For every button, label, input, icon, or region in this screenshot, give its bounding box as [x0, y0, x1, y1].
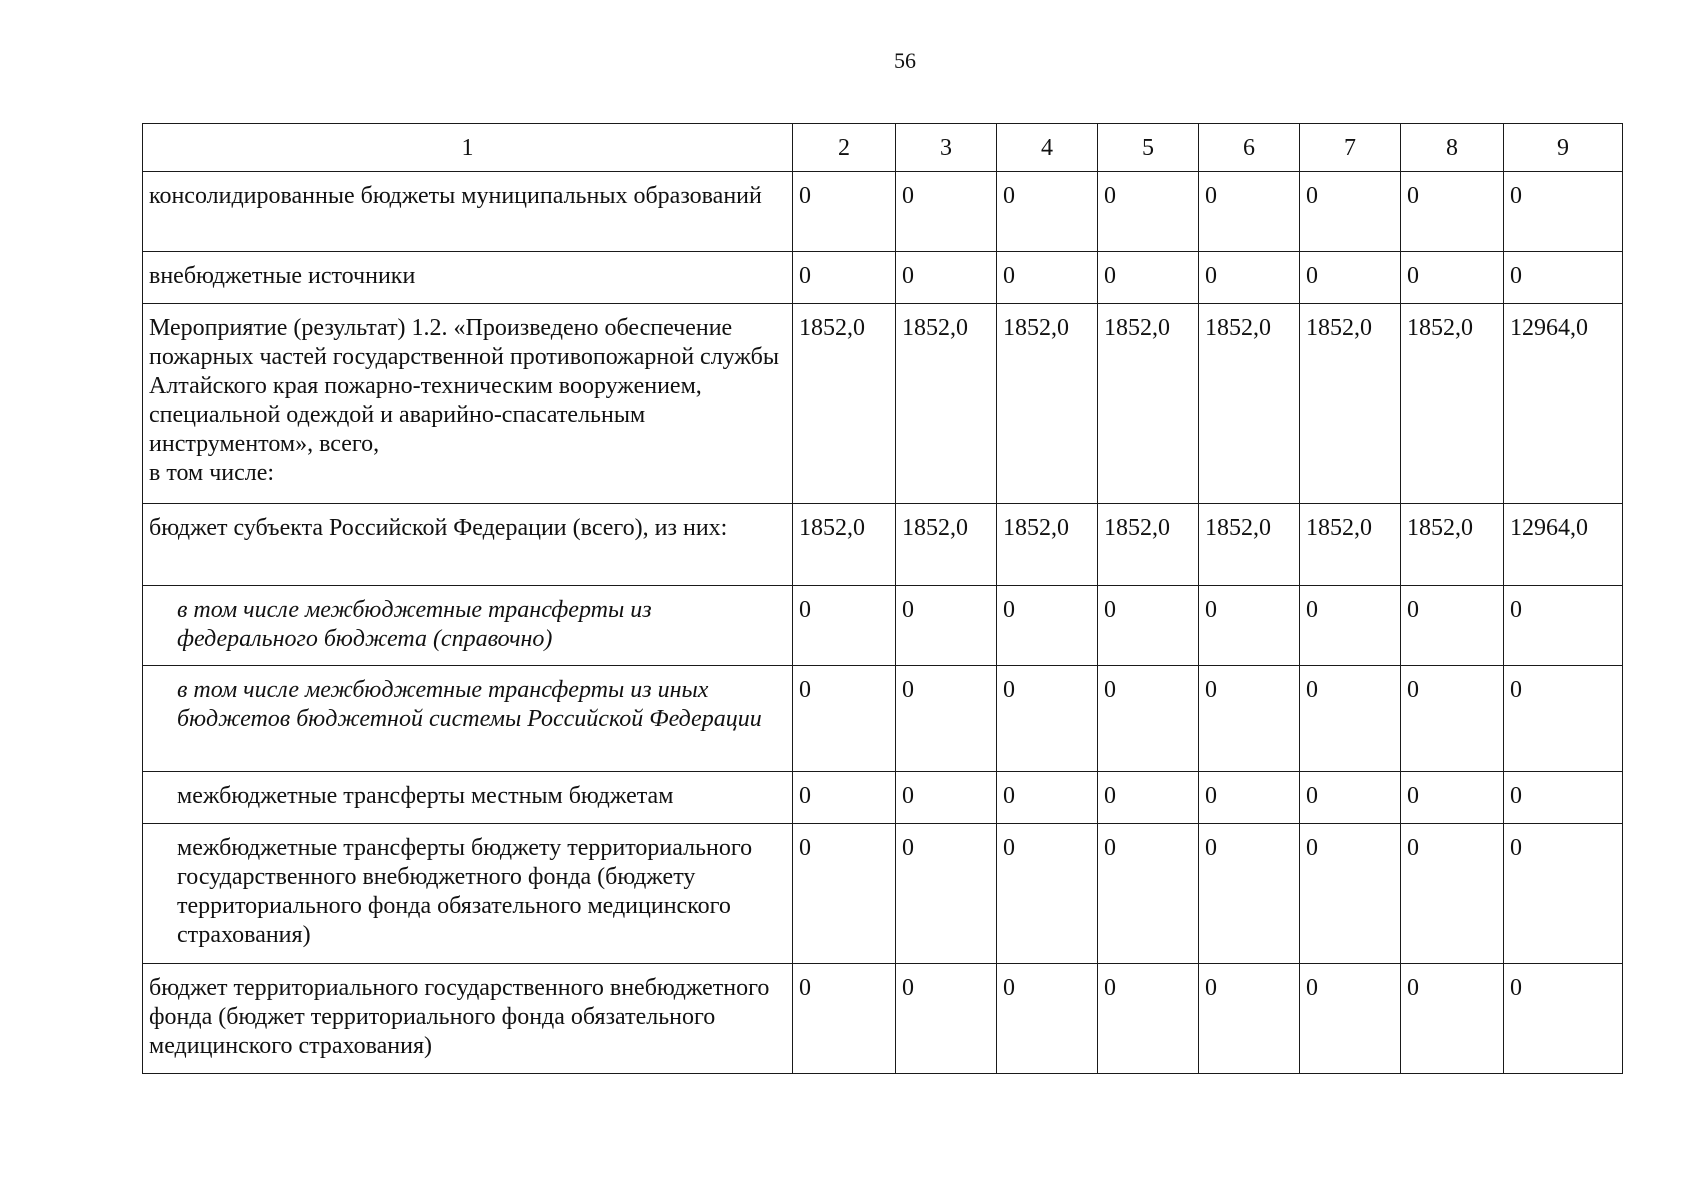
- cell-value: 0: [1504, 172, 1623, 252]
- row-label-text-continued: в том числе:: [149, 460, 275, 486]
- row-label: консолидированные бюджеты муниципальных образований: [143, 172, 793, 252]
- cell-value: 0: [1300, 666, 1401, 772]
- budget-table: [142, 123, 1623, 1074]
- row-label: межбюджетные трансферты бюджету территориального государственного внебюджетного фонда (бюджету территориального фонда обязательного медицинского страхования): [143, 824, 793, 964]
- row-label-text: Мероприятие (результат) 1.2. «Произведено обеспечение пожарных частей государственной противопожарной службы Алтайского края пожарно-техническим вооружением, специальной одеждой и аварийно-спасательным инструментом», всего,: [149, 315, 779, 457]
- cell-value: 0: [793, 772, 896, 824]
- column-header: 3: [896, 124, 997, 172]
- row-label: бюджет территориального государственного внебюджетного фонда (бюджет территориального фонда обязательного медицинского страхования): [143, 964, 793, 1074]
- column-header: 5: [1098, 124, 1199, 172]
- cell-value: 1852,0: [896, 304, 997, 504]
- cell-value: 0: [1401, 772, 1504, 824]
- cell-value: 0: [1401, 824, 1504, 964]
- cell-value: 0: [1199, 586, 1300, 666]
- column-header: 6: [1199, 124, 1300, 172]
- cell-value: 0: [997, 586, 1098, 666]
- row-label: в том числе межбюджетные трансферты из федерального бюджета (справочно): [143, 586, 793, 666]
- column-header: 8: [1401, 124, 1504, 172]
- cell-value: 1852,0: [1098, 304, 1199, 504]
- table-row: [143, 172, 1623, 252]
- cell-value: 0: [1098, 172, 1199, 252]
- cell-value: 0: [1098, 666, 1199, 772]
- cell-value: 0: [1401, 172, 1504, 252]
- cell-value: 0: [1504, 666, 1623, 772]
- cell-value: 0: [1098, 824, 1199, 964]
- row-label: бюджет субъекта Российской Федерации (всего), из них:: [143, 504, 793, 586]
- column-header: 2: [793, 124, 896, 172]
- cell-value: 0: [1300, 252, 1401, 304]
- column-header: 9: [1504, 124, 1623, 172]
- cell-value: 1852,0: [1300, 304, 1401, 504]
- cell-value: 0: [997, 964, 1098, 1074]
- cell-value: 0: [793, 964, 896, 1074]
- table-row: [143, 586, 1623, 666]
- column-header: 7: [1300, 124, 1401, 172]
- cell-value: 0: [1199, 172, 1300, 252]
- cell-value: 0: [1199, 666, 1300, 772]
- row-label: межбюджетные трансферты местным бюджетам: [143, 772, 793, 824]
- table-row: [143, 252, 1623, 304]
- cell-value: 12964,0: [1504, 504, 1623, 586]
- cell-value: 0: [997, 772, 1098, 824]
- cell-value: 0: [896, 666, 997, 772]
- row-label: внебюджетные источники: [143, 252, 793, 304]
- table-row: [143, 772, 1623, 824]
- cell-value: 0: [1199, 964, 1300, 1074]
- cell-value: 12964,0: [1504, 304, 1623, 504]
- cell-value: 0: [896, 252, 997, 304]
- cell-value: 0: [1199, 252, 1300, 304]
- cell-value: 0: [1401, 252, 1504, 304]
- cell-value: 0: [1199, 824, 1300, 964]
- table-row: [143, 304, 1623, 504]
- table-header-row: [143, 124, 1623, 172]
- cell-value: 1852,0: [1401, 504, 1504, 586]
- cell-value: 0: [997, 172, 1098, 252]
- cell-value: 0: [1300, 172, 1401, 252]
- cell-value: 0: [1300, 824, 1401, 964]
- cell-value: 0: [896, 824, 997, 964]
- cell-value: 0: [1098, 964, 1199, 1074]
- page-number: 56: [894, 48, 916, 73]
- cell-value: 1852,0: [1199, 304, 1300, 504]
- cell-value: 0: [793, 666, 896, 772]
- table-row: [143, 964, 1623, 1074]
- cell-value: 0: [896, 172, 997, 252]
- cell-value: 0: [997, 252, 1098, 304]
- cell-value: 0: [1401, 666, 1504, 772]
- cell-value: 0: [1098, 252, 1199, 304]
- column-header: 4: [997, 124, 1098, 172]
- cell-value: 0: [1504, 772, 1623, 824]
- cell-value: 0: [1504, 586, 1623, 666]
- cell-value: 1852,0: [997, 504, 1098, 586]
- row-label: [143, 304, 793, 504]
- table-row: [143, 824, 1623, 964]
- cell-value: 1852,0: [896, 504, 997, 586]
- cell-value: 0: [1504, 964, 1623, 1074]
- cell-value: 0: [1300, 586, 1401, 666]
- cell-value: 0: [1504, 824, 1623, 964]
- cell-value: 0: [997, 824, 1098, 964]
- cell-value: 0: [1199, 772, 1300, 824]
- cell-value: 0: [1300, 964, 1401, 1074]
- cell-value: 0: [1401, 964, 1504, 1074]
- cell-value: 0: [896, 964, 997, 1074]
- table-row: [143, 666, 1623, 772]
- cell-value: 0: [896, 772, 997, 824]
- cell-value: 0: [1098, 586, 1199, 666]
- cell-value: 1852,0: [997, 304, 1098, 504]
- cell-value: 0: [1504, 252, 1623, 304]
- cell-value: 0: [1401, 586, 1504, 666]
- row-label: в том числе межбюджетные трансферты из иных бюджетов бюджетной системы Российской Федерации: [143, 666, 793, 772]
- cell-value: 0: [896, 586, 997, 666]
- cell-value: 0: [793, 172, 896, 252]
- column-header: 1: [143, 124, 793, 172]
- cell-value: 1852,0: [1401, 304, 1504, 504]
- cell-value: 1852,0: [793, 504, 896, 586]
- cell-value: 0: [1098, 772, 1199, 824]
- cell-value: 0: [1300, 772, 1401, 824]
- cell-value: 1852,0: [793, 304, 896, 504]
- cell-value: 1852,0: [1098, 504, 1199, 586]
- cell-value: 0: [793, 824, 896, 964]
- cell-value: 0: [997, 666, 1098, 772]
- cell-value: 1852,0: [1300, 504, 1401, 586]
- cell-value: 0: [793, 252, 896, 304]
- table-row: [143, 504, 1623, 586]
- cell-value: 0: [793, 586, 896, 666]
- cell-value: 1852,0: [1199, 504, 1300, 586]
